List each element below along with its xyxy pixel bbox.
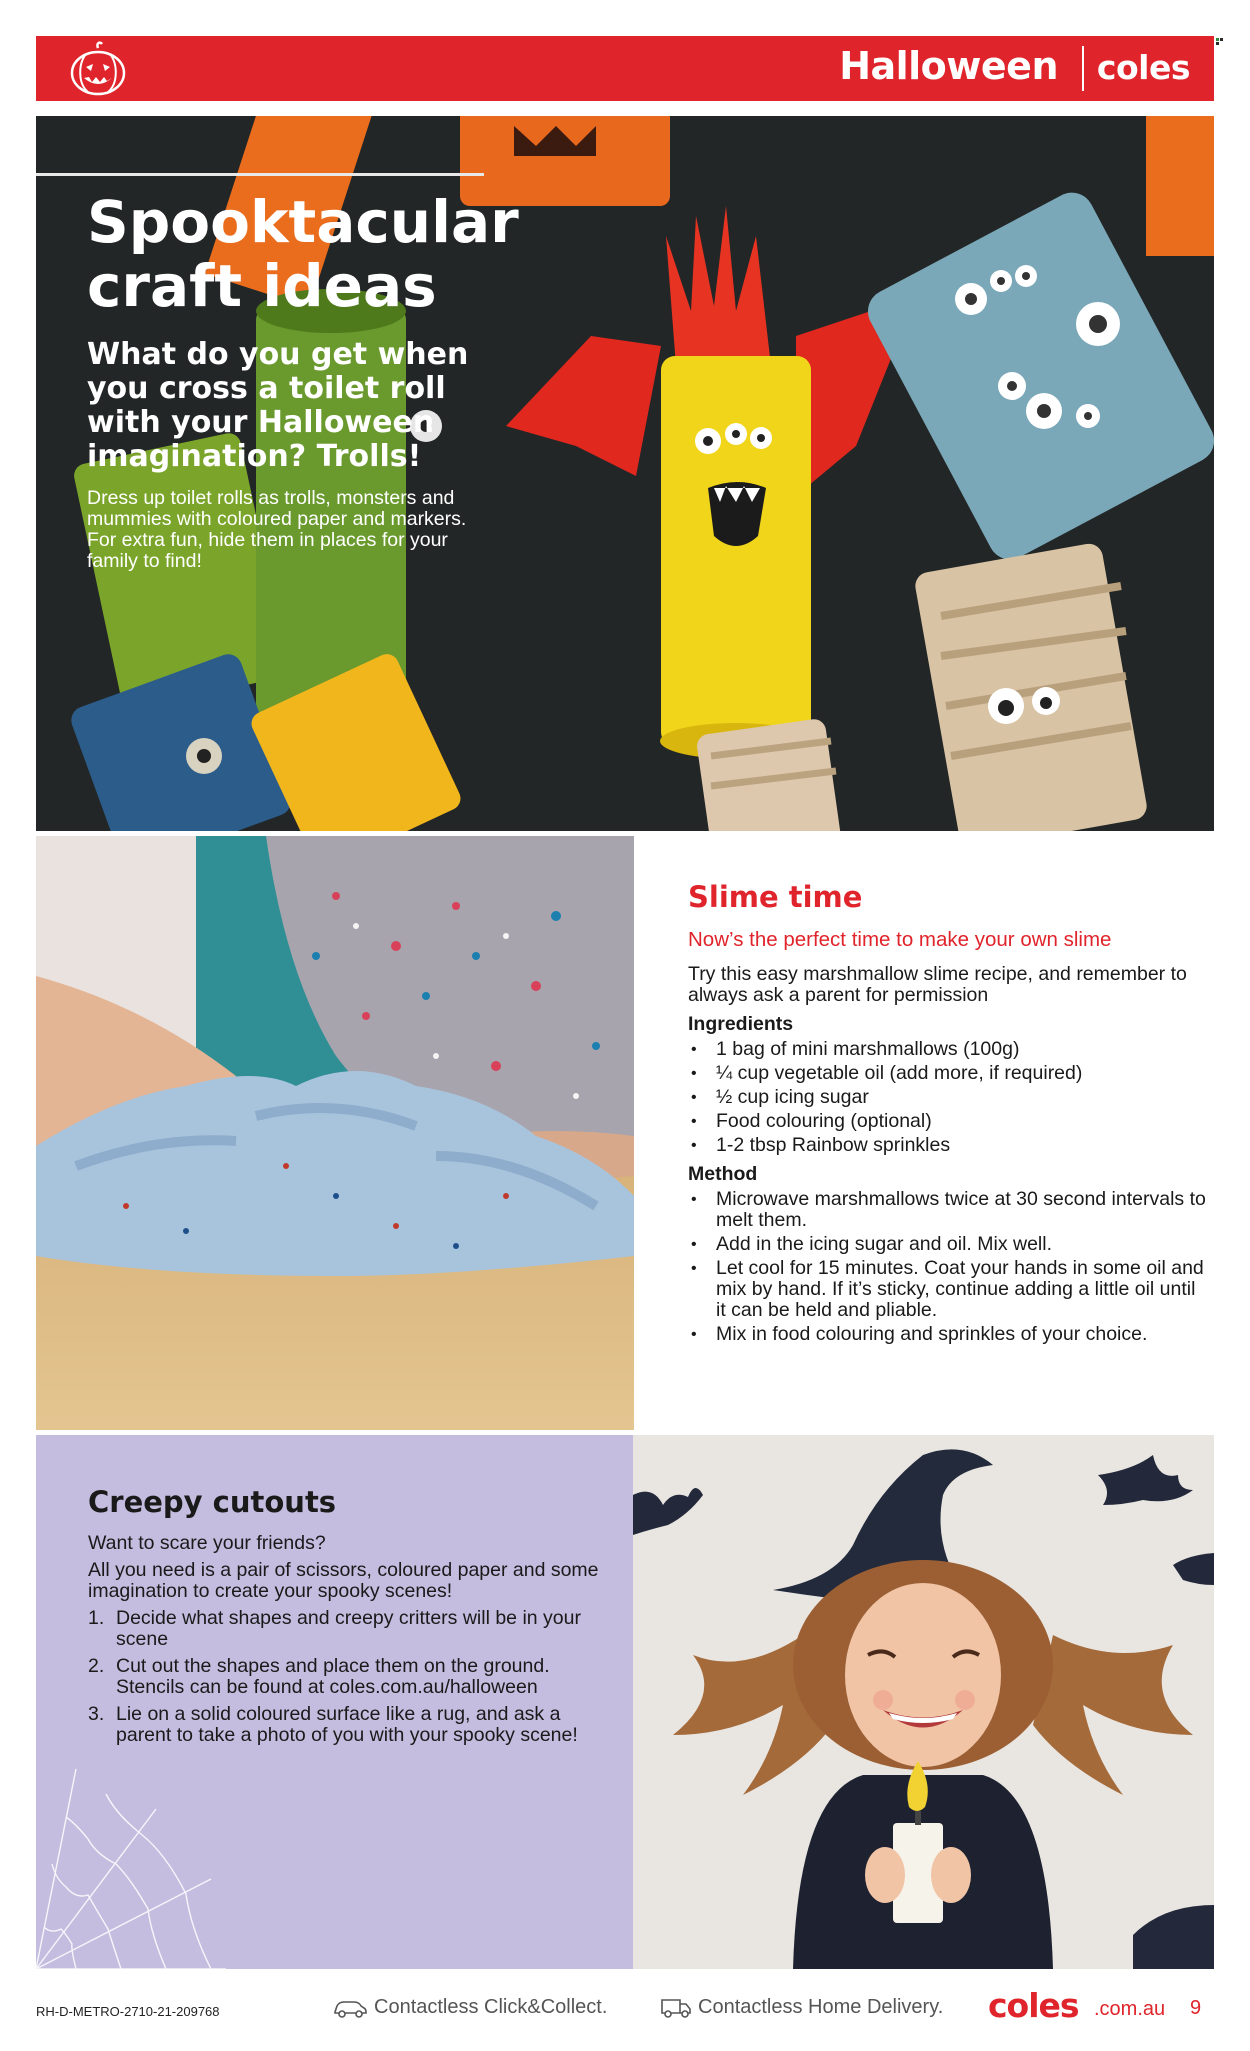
hero-craft-photo xyxy=(36,116,1214,831)
step-number: 2. xyxy=(88,1655,105,1677)
corner-mark-icon xyxy=(1216,38,1224,46)
witch-girl-illustration xyxy=(633,1435,1214,1969)
method-heading: Method xyxy=(688,1163,758,1185)
coles-footer-logo: coles xyxy=(988,1986,1079,2025)
slime-photo xyxy=(36,836,634,1430)
cobweb-icon xyxy=(36,1769,236,1969)
cutouts-question: Want to scare your friends? xyxy=(88,1532,326,1554)
hero-body: Dress up toilet rolls as trolls, monsters and mummies with coloured paper and markers. For extra fun, hide them in places for your family to find! xyxy=(87,487,467,572)
page-number: 9 xyxy=(1190,1997,1202,2019)
cutouts-section xyxy=(36,1435,633,1969)
list-item: • ½ cup icing sugar xyxy=(688,1087,1208,1108)
step-number: 3. xyxy=(88,1703,105,1725)
coles-logo: coles xyxy=(1096,48,1190,87)
hero-title-line1: Spooktacular xyxy=(87,188,519,256)
coles-domain: .com.au xyxy=(1094,1998,1166,2020)
list-item: • 1-2 tbsp Rainbow sprinkles xyxy=(688,1135,1208,1156)
list-item: • Let cool for 15 minutes. Coat your hands in some oil and mix by hand. If it’s sticky, continue adding a little oil until it can be held and pliable. xyxy=(688,1258,1208,1321)
slime-title: Slime time xyxy=(688,880,863,914)
van-icon xyxy=(660,1997,692,2019)
catalogue-code: RH-D-METRO-2710-21-209768 xyxy=(36,2004,220,2019)
list-item: • Add in the icing sugar and oil. Mix well. xyxy=(688,1234,1208,1255)
cutouts-text xyxy=(88,1485,608,1746)
step-text: Cut out the shapes and place them on the ground. Stencils can be found at coles.com.au/halloween xyxy=(116,1655,550,1698)
pumpkin-icon xyxy=(66,40,130,98)
slime-intro: Try this easy marshmallow slime recipe, and remember to always ask a parent for permission xyxy=(688,963,1187,1006)
list-item: • Microwave marshmallows twice at 30 second intervals to melt them. xyxy=(688,1189,1208,1231)
list-item: • ¼ cup vegetable oil (add more, if required) xyxy=(688,1063,1208,1084)
step-text: Decide what shapes and creepy critters will be in your scene xyxy=(116,1607,581,1650)
slime-hands-illustration xyxy=(36,836,634,1430)
step-text: Lie on a solid coloured surface like a rug, and ask a parent to take a photo of you with your spooky scene! xyxy=(116,1703,578,1746)
car-icon xyxy=(332,1998,368,2018)
list-item: • Food colouring (optional) xyxy=(688,1111,1208,1132)
header-title: Halloween xyxy=(839,44,1058,88)
home-delivery-note xyxy=(660,1996,943,2019)
list-item: • 1 bag of mini marshmallows (100g) xyxy=(688,1039,1208,1060)
list-item xyxy=(88,1608,608,1650)
list-item: • Mix in food colouring and sprinkles of your choice. xyxy=(688,1324,1208,1345)
header-divider xyxy=(1082,46,1084,91)
slime-section xyxy=(688,880,1208,1345)
hero-rule xyxy=(36,173,484,176)
cutouts-title: Creepy cutouts xyxy=(88,1485,337,1519)
list-item xyxy=(88,1704,608,1746)
witch-girl-photo xyxy=(633,1435,1214,1969)
step-number: 1. xyxy=(88,1607,105,1629)
cutouts-intro: All you need is a pair of scissors, coloured paper and some imagination to create your spooky scenes! xyxy=(88,1559,599,1602)
list-item xyxy=(88,1656,608,1698)
header-banner xyxy=(36,36,1214,101)
slime-subtitle: Now’s the perfect time to make your own slime xyxy=(688,928,1112,951)
method-list xyxy=(688,1189,1208,1345)
ingredients-heading: Ingredients xyxy=(688,1013,794,1035)
cutouts-steps xyxy=(88,1608,608,1746)
click-collect-label: Contactless Click&Collect. xyxy=(374,1996,608,2018)
home-delivery-label: Contactless Home Delivery. xyxy=(698,1996,944,2018)
hero-title xyxy=(87,190,527,318)
footer xyxy=(36,1986,1214,2030)
ingredients-list xyxy=(688,1039,1208,1156)
hero-subtitle: What do you get when you cross a toilet roll with your Halloween imagination? Trolls! xyxy=(87,337,469,474)
hero-title-line2: craft ideas xyxy=(87,252,437,320)
click-collect-note xyxy=(332,1996,607,2019)
